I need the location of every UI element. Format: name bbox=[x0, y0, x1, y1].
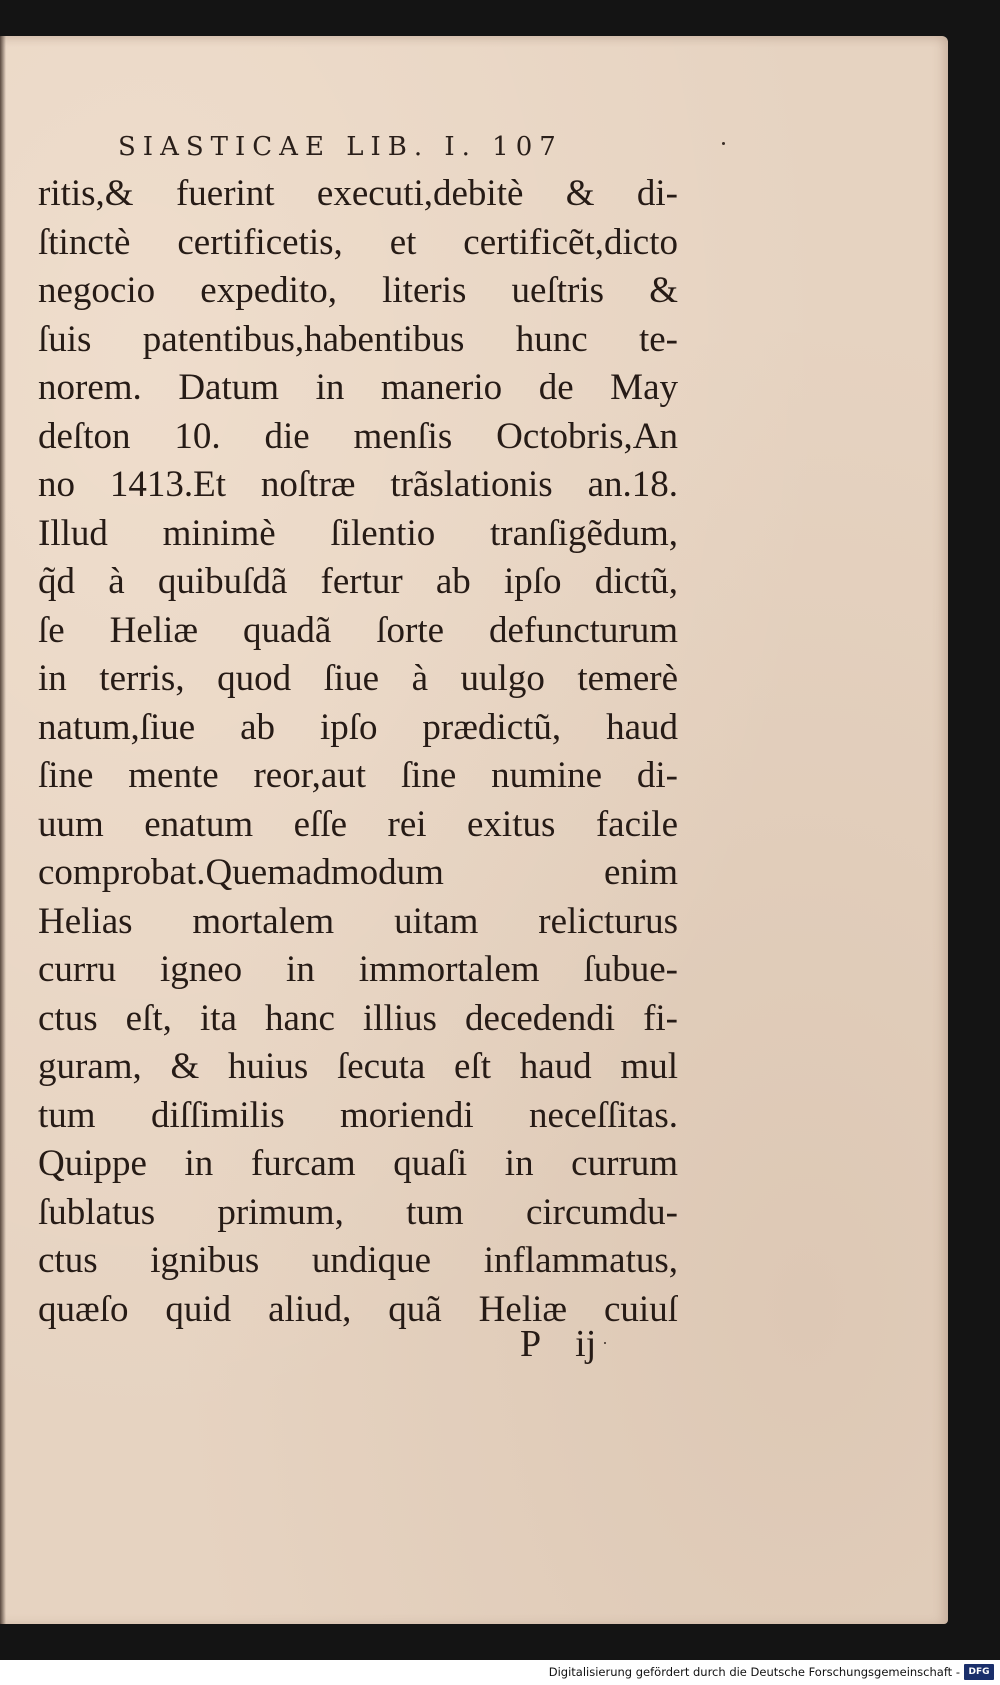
text-line: ctus ignibus undique inflammatus, bbox=[38, 1240, 678, 1281]
ink-speck bbox=[722, 142, 725, 145]
ink-speck bbox=[604, 1342, 606, 1344]
text-line: ritis,& fuerint executi,debitè & di- bbox=[38, 173, 678, 214]
dfg-logo: DFG bbox=[964, 1664, 994, 1680]
text-line: quæſo quid aliud, quã Heliæ cuiuſ bbox=[38, 1288, 678, 1330]
signature-mark bbox=[520, 1322, 596, 1366]
text-line: ctus eſt, ita hanc illius decedendi fi- bbox=[38, 997, 678, 1039]
text-line: guram, & huius ſecuta eſt haud mul bbox=[38, 1046, 678, 1087]
digitization-footer bbox=[0, 1660, 1000, 1685]
text-line: no 1413.Et noſtræ trãslationis an.18. bbox=[38, 464, 678, 505]
page-gutter-shadow bbox=[0, 36, 6, 1624]
text-line: ſine mente reor,aut ſine numine di- bbox=[38, 755, 678, 796]
text-line: negocio expedito, literis ueſtris & bbox=[38, 270, 678, 311]
text-line: ſe Heliæ quadã ſorte defuncturum bbox=[38, 609, 678, 651]
signature-number: ij bbox=[575, 1323, 597, 1365]
text-line: curru igneo in immortalem ſubue- bbox=[38, 949, 678, 990]
text-line: comprobat.Quemadmodum enim bbox=[38, 852, 678, 893]
footer-credit: Digitalisierung gefördert durch die Deutsche Forschungsgemeinschaft - bbox=[548, 1665, 960, 1679]
text-line: natum,ſiue ab ipſo prædictũ, haud bbox=[38, 706, 678, 748]
text-line: in terris, quod ſiue à uulgo temerè bbox=[38, 658, 678, 699]
text-line: uum enatum eſſe rei exitus facile bbox=[38, 803, 678, 845]
text-line: tum diſſimilis moriendi neceſſitas. bbox=[38, 1094, 678, 1136]
text-line: Helias mortalem uitam relicturus bbox=[38, 900, 678, 942]
signature-letter: P bbox=[520, 1323, 542, 1365]
text-line: ſuis patentibus,habentibus hunc te- bbox=[38, 318, 678, 360]
text-line: q̃d à quibuſdã fertur ab ipſo dictũ, bbox=[38, 561, 678, 602]
text-line: Quippe in furcam quaſi in currum bbox=[38, 1143, 678, 1184]
body-text bbox=[38, 170, 678, 1334]
running-header: SIASTICAE LIB. I. 107 bbox=[118, 132, 563, 162]
text-line: ſublatus primum, tum circumdu- bbox=[38, 1191, 678, 1233]
text-line: deſton 10. die menſis Octobris,An bbox=[38, 415, 678, 457]
text-line: ſtinctè certificetis, et certificẽt,dicto bbox=[38, 221, 678, 263]
text-line: norem. Datum in manerio de May bbox=[38, 367, 678, 408]
text-line: Illud minimè ſilentio tranſigẽdum, bbox=[38, 512, 678, 554]
